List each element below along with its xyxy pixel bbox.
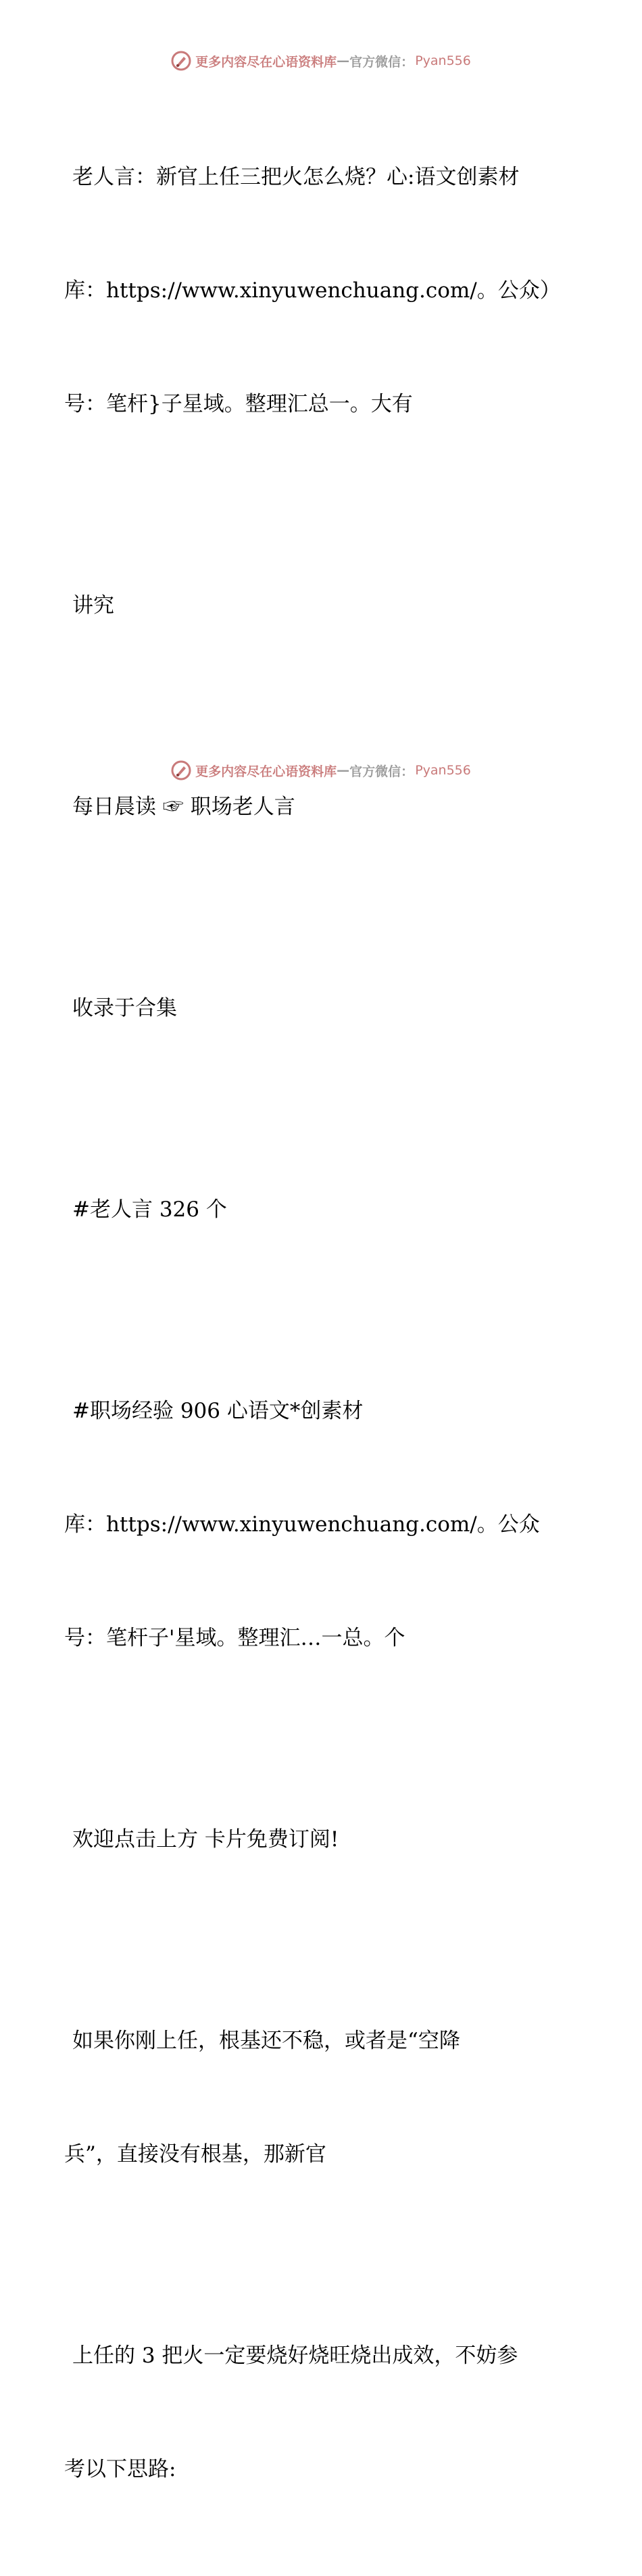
paragraph <box>64 1316 578 1733</box>
pen-logo-icon <box>171 760 191 781</box>
pen-logo-icon <box>171 51 191 71</box>
text-line: 欢迎点击上方 卡片免费订阅! <box>72 1827 339 1852</box>
paragraph <box>64 511 578 700</box>
text-line: 上任的 3 把火一定要烧好烧旺烧出成效，不妨参 <box>72 2344 518 2368</box>
text-line: 收录于合集 <box>72 996 177 1020</box>
text-line: #职场经验 906 心语文*创素材 <box>72 1399 364 1423</box>
text-line: 如果你刚上任，根基还不稳，或者是“空降 <box>72 2029 460 2053</box>
banner-text: 更多内容尽在心语资料库 <box>195 764 337 779</box>
paragraph <box>64 1115 578 1304</box>
text-line: 库：https://www.xinyuwenchuang.com/。公众 <box>64 1512 540 1537</box>
text-line: 讲究 <box>72 593 114 618</box>
banner-wechat-id: Pyan556 <box>415 763 471 778</box>
text-line: 号：笔杆子'星域。整理汇…一总。个 <box>64 1626 405 1650</box>
footer-watermark-banner <box>0 757 642 784</box>
banner-text: 更多内容尽在心语资料库 <box>195 54 337 70</box>
document-body <box>64 82 578 2576</box>
banner-dash: — <box>337 763 350 778</box>
text-line: 号：笔杆}子星域。整理汇总一。大有 <box>64 392 413 416</box>
banner-wechat-label: 官方微信： <box>349 54 414 70</box>
text-line: 老人言：新官上任三把火怎么烧？心:语文创素材 <box>72 165 520 189</box>
text-line: #老人言 326 个 <box>72 1197 227 1222</box>
paragraph <box>64 712 578 901</box>
text-line: 库：https://www.xinyuwenchuang.com/。公众） <box>64 278 561 303</box>
paragraph <box>64 82 578 499</box>
header-watermark-banner <box>0 47 642 74</box>
text-line: 考以下思路: <box>64 2457 176 2481</box>
text-line: 每日晨读 ☞ 职场老人言 <box>72 795 295 819</box>
banner-wechat-id: Pyan556 <box>415 53 471 68</box>
paragraph <box>64 1946 578 2249</box>
banner-wechat-label: 官方微信： <box>349 764 414 779</box>
banner-dash: — <box>337 53 350 68</box>
text-line: 兵”，直接没有根基，那新官 <box>64 2142 326 2166</box>
paragraph <box>64 2261 578 2564</box>
paragraph <box>64 914 578 1103</box>
paragraph <box>64 1745 578 1934</box>
